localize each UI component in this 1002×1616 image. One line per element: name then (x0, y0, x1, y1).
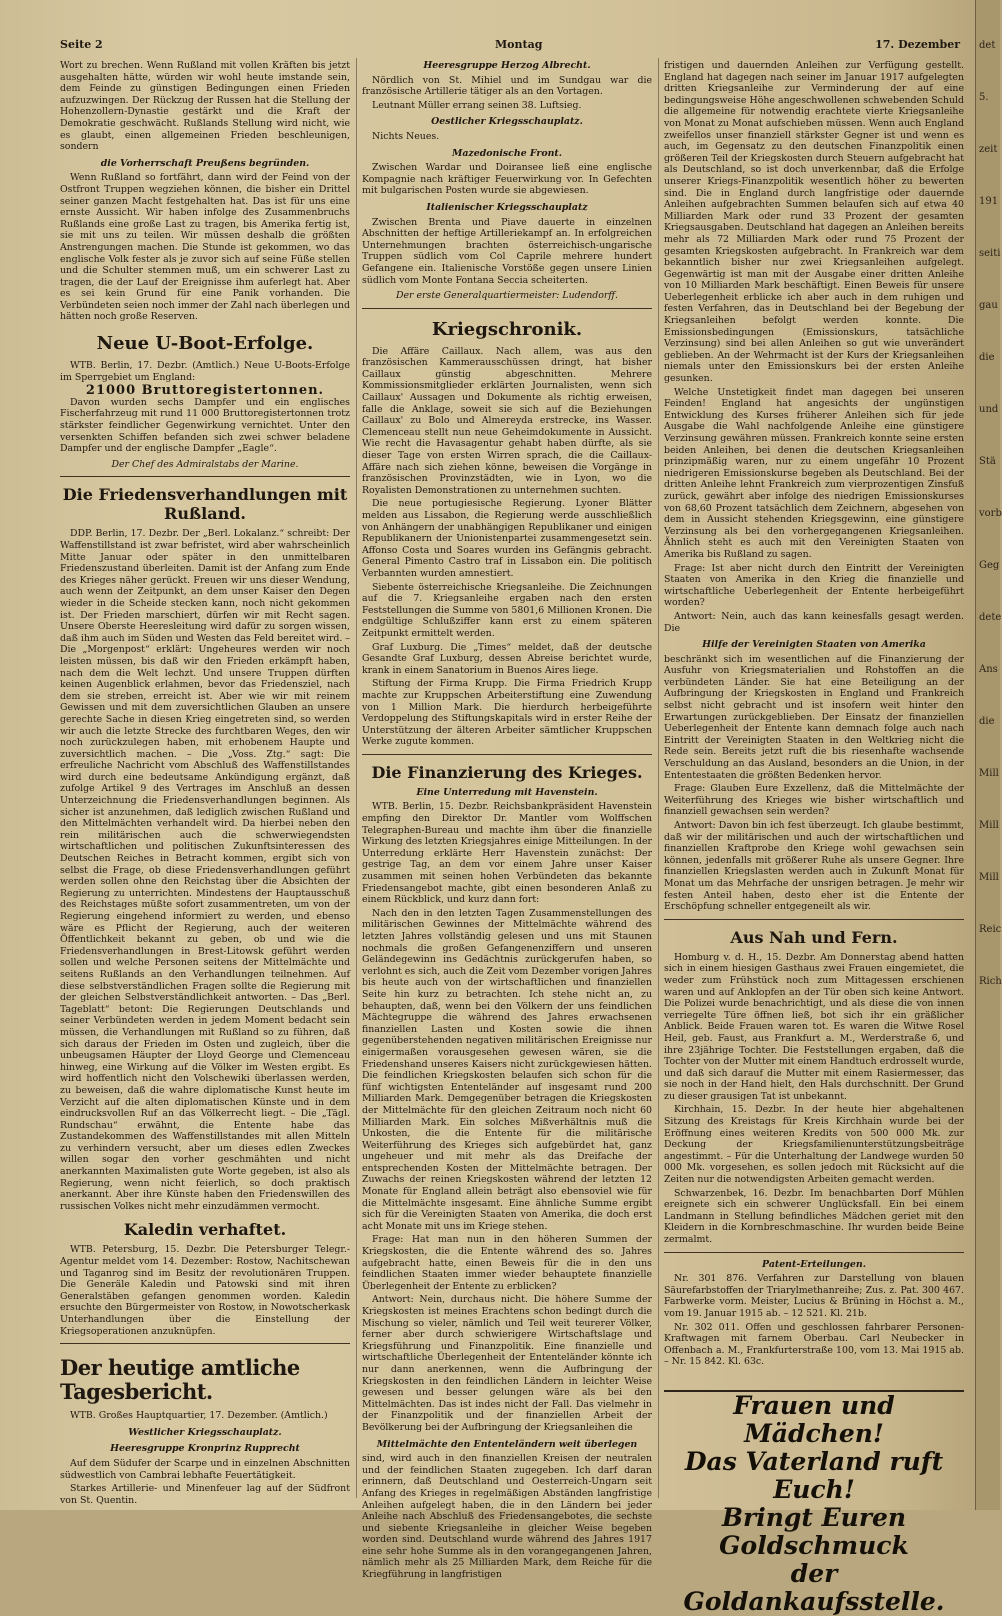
article-text: Stiftung der Firma Krupp. Die Firma Friedrich Krupp machte zur Kruppschen Arbeiterstiftung eine Zuwendung von 1 Million Mark. Die hierdurch herbeigeführte Verdoppelung des Stiftungskapitals wird in erster Reihe der Unterstützung der älteren Arbeiter sämtlicher Kruppschen Werke zugute kommen. (362, 678, 652, 748)
rule (60, 1343, 350, 1344)
edge-fragment: Stä (979, 456, 996, 467)
article-text: Leutnant Müller errang seinen 38. Luftsieg. (372, 99, 582, 111)
column-2 (362, 60, 652, 1581)
article-text: Nördlich von St. Mihiel und im Sundgau war die französische Artillerie tätiger als an den Vortagen. (362, 74, 652, 98)
article-text: Graf Luxburg. Die „Times“ meldet, daß der deutsche Gesandte Graf Luxburg, dessen Abreise berichtet wurde, krank in einem Sanatorium in Buenos Aires liege. (362, 641, 652, 676)
subheading: Mittelmächte den Ententeländern weit überlegen (376, 1438, 638, 1450)
ad-line: der Goldankaufsstelle. (683, 1559, 945, 1616)
edge-fragment: Mill (979, 872, 999, 883)
article-text: Antwort: Davon bin ich fest überzeugt. Ich glaube bestimmt, daß wir der militärischen und auch der wirtschaftlichen und finanziellen Kraftprobe den Kriege wohl gewachsen sein können, jedenfalls mit größerer Ruhe als unsere Gegner. Ihre finanziellen Kriegslasten werden auch in Zukunft Monat für Monat um das Mehrfache der unsrigen betragen. Je mehr wir festen Anteil haben, desto eher ist die Entente der Erschöpfung schneller entgegeneilt als wir. (664, 820, 964, 913)
article-text: Schwarzenbek, 16. Dezbr. Im benachbarten Dorf Mühlen ereignete sich ein schwerer Unglücksfall. Ein bei einem Landmann in Stellung befindliches Mädchen geriet mit den Kleidern in die Kornbreschmaschine. Ihr wurden beide Beine zermalmt. (664, 1187, 964, 1245)
rule (664, 1252, 964, 1253)
column-3 (664, 60, 964, 1380)
edge-fragment: 5. (979, 92, 989, 103)
headline-friedensverhandlungen: Die Friedensverhandlungen mit Rußland. (62, 485, 348, 524)
page-number: Seite 2 (60, 38, 103, 51)
column-divider (658, 58, 659, 1498)
column-1 (60, 60, 350, 1506)
edge-fragment: Geg (979, 560, 1000, 571)
adjacent-page-edge (975, 0, 1000, 1510)
article-text: Siebente österreichische Kriegsanleihe. Die Zeichnungen auf die 7. Kriegsanleihe ergaben nach den ersten Feststellungen die Summe von 5801,6 Millionen Kronen. Die endgültige Schlußziffer kann erst zu einem späteren Zeitpunkt ermittelt werden. (362, 581, 652, 639)
article-text: Nr. 302 011. Offen und geschlossen fahrbarer Personen-Kraftwagen mit farnem Oberbau. Carl Neubecker in Offenbach a. M., Frankfurterstraße 100, vom 13. Mai 1915 ab. – Nr. 15 842. Kl. 63c. (664, 1321, 964, 1368)
headline-uboot: Neue U-Boot-Erfolge. (96, 333, 314, 355)
article-text: Nr. 301 876. Verfahren zur Darstellung von blauen Säurefarbstoffen der Triarylmethanreihe; Zus. z. Pat. 300 467. Farbwerke vorm. Meister, Lucius & Brüning in Höchst a. M., vom 19. Januar 1915 ab. – 12 521. Kl. 21b. (664, 1273, 964, 1319)
edge-fragment: 191 (979, 196, 999, 207)
article-text: Homburg v. d. H., 15. Dezbr. Am Donnerstag abend hatten sich in einem hiesigen Gasthaus zwei Frauen eingemietet, die weder zum Frühstück noch zum Mittagessen erschienen waren und auf Anklopfen an der Tür oben sich keine Antwort. Die Polizei wurde benachrichtigt, und als diese die von innen verriegelte Türe öffnen ließ, bot sich ihr ein gräßlicher Anblick. Beide Frauen waren tot. Es waren die Witwe Rosel Heil, geb. Faust, aus Frankfurt a. M., Werderstraße 6, und ihre 23jährige Tochter. Die Feststellungen ergaben, daß die Tochter von der Mutter mit einem Handtuch erdrosselt wurde, und daß sich darauf die Mutter mit einem Rasiermesser, das sie noch in der Hand hielt, den Hals durchschnitt. Der Grund zu dieser grausigen Tat ist unbekannt. (664, 951, 964, 1102)
rule (362, 754, 652, 755)
article-text: DDP. Berlin, 17. Dezbr. Der „Berl. Lokalanz.“ schreibt: Der Waffenstillstand ist zwar befristet, wird aber wahrscheinlich Mitte Januar oder später in den unmittelbaren Friedenszustand überleiten. Damit ist der Anfang zum Ende des Krieges näher gerückt. Freuen wir uns dieser Wendung, auch wenn der Zeitpunkt, an dem unser Kaiser den Degen wieder in die Scheide stecken kann, noch nicht gekommen ist. Der Frieden marschiert, dürfen wir mit Recht sagen. Unsere Oberste Heeresleitung wird dafür zu sorgen wissen, daß ihm auch im Süden und Westen das Feld bereitet wird. – Die „Morgenpost“ erklärt: Ungeheures werden wir noch leisten müssen, bis daß wir den Frieden erkämpft haben, nach dem die Welt lechzt. Und unsere Truppen dürften keinen Augenblick erlahmen, bevor das Friedensziel, nach dem sie streben, erreicht ist. Aber wie wir mit reinem Gewissen und mit dem zuversichtlichen Glauben an unsere gerechte Sache in diesen Krieg eingetreten sind, so werden wir auch die letzte Strecke des furchtbaren Weges, den wir noch zurückzulegen haben, mit erhobenem Haupte und zuversichtlich machen. – Die „Voss. Ztg.“ sagt: Die erfreuliche Nachricht vom Abschluß des Waffenstillstandes wird durch eine bedeutsame Ankündigung ergänzt, daß zufolge Artikel 9 des Vertrages im Anschluß an dessen Unterzeichnung die Friedensverhandlungen beginnen. Als sicher ist anzunehmen, daß lediglich zwischen Rußland und den Mittelmächten verhandelt wird. Da hierbei neben den rein militärischen auch die schwerwiegendsten wirtschaftlichen und politischen Zukunftsinteressen des Deutschen Reiches in Betracht kommen, ergibt sich von selbst die Frage, ob diese Friedensverhandlungen geführt werden sollen ohne den Reichstag über die Absichten der Regierung zu unterrichten. Mindestens der Hauptausschuß des Reichstages müßte sofort zusammentreten, um von der Regierung eingehend informiert zu werden, und ebenso wäre es Pflicht der Regierung, auch der weiteren Öffentlichkeit bekannt zu geben, ob und wie die Friedensverhandlungen in Brest-Litowsk geführt werden sollen und welche Personen seitens der Mittelmächte und seitens Rußlands an den Verhandlungen teilnehmen. Auf diese selbstverständlichen Fragen sollte die Regierung mit der gleichen Selbstverständlichkeit antworten. – Das „Berl. Tageblatt“ betont: Die Regierungen Deutschlands und seiner Verbündeten werden in jedem Moment bedacht sein müssen, die Verhandlungen mit Rußland so zu führen, daß sich daraus der Frieden im Osten und zugleich, über die unbeugsamen Häupter der Lloyd George und Clemenceau hinweg, eine Wirkung auf die Völker im Westen ergibt. Es wird hoffentlich nicht den Volschewiki überlassen werden, zu beweisen, daß die wahre diplomatische Kunst heute im Verzicht auf die alten diplomatischen Künste und in dem eindrucksvollen Ruf an das Völkerrecht liegt. – Die „Tägl. Rundschau“ erwähnt, die Entente habe das Zustandekommen des Waffenstillstandes mit allen Mitteln zu verhindern versucht, aber um dieses edlen Zweckes willen sogar den vorher geschmähten und nicht anerkannten Maximalisten gute Worte gegeben, ist also als Regierung, wenn nicht feierlich, so doch praktisch anerkannt. Aber ihre Künste haben den Friedenswillen des russischen Volkes nicht mehr einzudämmen vermocht. (60, 528, 350, 1212)
headline-finanzierung: Die Finanzierung des Krieges. (371, 762, 643, 782)
edge-fragment: seiti (979, 248, 1001, 259)
article-text: Zwischen Brenta und Piave dauerte in einzelnen Abschnitten der heftige Artilleriekampf an. In erfolgreichen Unternehmungen brachten österreichisch-ungarische Truppen südlich vom Col Caprile mehrere hundert Gefangene ein. Italienische Vorstöße gegen unsere Linien südlich vom Monte Fontana Seccia scheiterten. (362, 216, 652, 286)
ad-line: Das Vaterland ruft Euch! (684, 1447, 944, 1504)
article-text: Antwort: Nein, durchaus nicht. Die höhere Summe der Kriegskosten ist meines Erachtens schon bedingt durch die Mischung so vieler, nämlich und Teil weit teurerer Völker, ferner aber durch schwierigere Wirtschaftslage und Kriegsführung und Finanzpolitik. Eine finanzielle und wirtschaftliche Überlegenheit der Ententeländer könnte ich nur dann anerkennen, wenn die Aufbringung der Kriegskosten in den feindlichen Ländern in leichter Weise gewesen und besser gelungen wäre als bei den Mittelmächten. Das ist indes nicht der Fall. Das vielmehr in der Finanzpolitik und der finanziellen Arbeit der Bevölkerung bei der Aufbringung der Kriegsanleihen die (362, 1294, 652, 1433)
edge-fragment: Mill (979, 768, 999, 779)
article-text: Nach den in den letzten Tagen Zusammenstellungen des militärischen Gewinnes der Mittelmächte während des letzten Jahres vollständig gelesen und uns mit Staunen nochmals die großen Gefangenenziffern und unseren Geländegewinn ins Gedächtnis zurückgerufen haben, so verlohnt es sich, auch die Zeit vom Dezember vorigen Jahres bis heute auch von der wirtschaftlichen und finanziellen Seite hin kurz zu betrachten. Ich stehe nicht an, zu behaupten, daß, wenn bei den Völkern der uns feindlichen Mächtegruppe die während des Jahres erwachsenen finanziellen Lasten und Kosten sowie die ihnen gegenüberstehenden negativen militärischen Ereignisse nur einigermaßen vorausgesehen gewesen wären, sie die Friedenshand unseres Kaisers nicht zurückgewiesen hätten. Die feindlichen Kriegskosten belaufen sich schon für die fünf wichtigsten Ententeländer auf insgesamt rund 200 Milliarden Mark. Demgegenüber betragen die Kriegskosten der Mittelmächte für den gleichen Zeitraum noch nicht 60 Milliarden Mark. Ein solches Mißverhältnis muß die Unkosten, die die Entente für die militärische Weiterführung des Krieges sich aufgebürdet hat, ganz ungeheuer und mit mehr als das Dreifache der entsprechenden Kosten der Mittelmächte betragen. Der Zuwachs der reinen Kriegskosten während der letzten 12 Monate für England allein beträgt also ebensoviel wie für die Mittelmächte insgesamt. Eine ähnliche Summe ergibt sich für die Vereinigten Staaten von Amerika, die doch erst acht Monate mit uns im Kriege stehen. (362, 907, 652, 1232)
article-text: Wenn Rußland so fortfährt, dann wird der Feind von der Ostfront Truppen wegziehen können, die bisher ein Drittel seiner ganzen Macht festgehalten hat. Das ist für uns eine ernste Aussicht. Wir haben infolge des Zusammenbruchs Rußlands eine große Last zu tragen, bis Amerika fertig ist, sie mit uns zu teilen. Wir müssen deshalb die größten Anstrengungen machen. Die Stunde ist gekommen, wo das englische Volk fester als je zuvor sich auf seine Füße stellen und die Schulter stemmen muß, um ein schwerer Last zu tragen, die der Lauf der Ereignisse ihm auferlegt hat. Aber es sei kein Grund für eine Panik vorhanden. Die Verbündeten seien noch immer der Zahl nach überlegen und hätten noch große Reserven. (60, 172, 350, 323)
edge-fragment: Rich (979, 976, 1002, 987)
article-text: Frage: Glauben Eure Exzellenz, daß die Mittelmächte der Weiterführung des Krieges wie bisher wirtschaftlich und finanziell gewachsen sein werden? (664, 783, 964, 818)
weekday: Montag (495, 38, 543, 51)
subheading: Mazedonische Front. (451, 147, 563, 159)
edge-fragment: die (979, 716, 995, 727)
article-text: Welche Unstetigkeit findet man dagegen bei unseren Feinden! England hat angesichts der ungünstigen Entwicklung des Kurses früherer Anleihen sich für jede Ausgabe die Wahl nachfolgende Anleihe eine günstigere Verzinsung gewähren müssen. Frankreich konnte seine ersten beiden Anleihen, bei denen die deutschen Kriegsanleihen prinzipmäßig waren, nur zu einem ungefähr 10 Prozent niedrigeren Emissionskurse begeben als Deutschland. Bei der dritten Anleihe lehnt Frankreich zum vierprozentigen Zinsfuß zurück, gewährt aber infolge des niedrigen Emissionskurses von 68,60 Prozent tatsächlich dem Zeichnern, abgesehen von dem in Aussicht stehenden Kriegsgewinn, eine günstigere Verzinsung als bei den vorhergegangenen Kriegsanleihen. Ähnlich steht es auch mit den Vereinigten Staaten von Amerika bis Rußland zu sagen. (664, 386, 964, 560)
edge-fragment: vorb (979, 508, 1002, 519)
article-text: WTB. Berlin, 15. Dezbr. Reichsbankpräsident Havenstein empfing den Direktor Dr. Mantler vom Wolffschen Telegraphen-Bureau und machte ihm über die finanzielle Wirkung des letzten Kriegsjahres einige Mitteilungen. In der Unterredung erklärte Herr Havenstein zunächst: Der gestrige Tag, an dem vor einem Jahre unser Kaiser zusammen mit seinen hohen Verbündeten das bekannte Friedensangebot machte, gibt einen besonderen Anlaß zu einem Rückblick, und kurz dann fort: (362, 801, 652, 906)
article-text: Starkes Artillerie- und Minenfeuer lag auf der Südfront von St. Quentin. (60, 1483, 350, 1506)
rule (664, 919, 964, 920)
subheading: Hilfe der Vereinigten Staaten von Amerika (702, 639, 926, 651)
article-text: Die neue portugiesische Regierung. Lyoner Blätter melden aus Lissabon, die Regierung werde ausschließlich von Anhängern der unabhängigen Republikaner und einigen Republikanern der Unionistenpartei zusammengesetzt sein. Affonso Costa und Soares wurden ins Gefängnis gebracht. General Pimento Castro traf in Lissabon ein. Die politisch Verbannten wurden amnestiert. (362, 498, 652, 579)
page-header (60, 38, 960, 54)
edge-fragment: gau (979, 300, 998, 311)
article-text: Zwischen Wardar und Doiransee ließ eine englische Kompagnie nach kräftiger Feuerwirkung vor. In Gefechten mit bulgarischen Posten wurde sie abgewiesen. (362, 162, 652, 197)
subheading: Patent-Erteilungen. (762, 1258, 866, 1270)
article-text: WTB. Berlin, 17. Dezbr. (Amtlich.) Neue U-Boots-Erfolge im Sperrgebiet um England: (60, 360, 350, 383)
signature: Der erste Generalquartiermeister: Ludendorff. (395, 290, 619, 302)
subheading: Eine Unterredung mit Havenstein. (416, 786, 598, 798)
edge-fragment: Mill (979, 820, 999, 831)
subheading: Heeresgruppe Herzog Albrecht. (423, 60, 591, 71)
edge-fragment: dete (979, 612, 1002, 623)
article-text: Kirchhain, 15. Dezbr. In der heute hier abgehaltenen Sitzung des Kreistags für Kreis Kirchhain wurde bei der Eröffnung eines weiteren Kredits von 500 000 Mk. zur Deckung der Kriegsfamilienunterstützungsbeiträge angestimmt. – Für die Unterhaltung der Landwege wurden 50 000 Mk. vorgesehen, es sollen jedoch mit Rücksicht auf die Zeiten nur die notwendigsten Arbeiten gemacht werden. (664, 1104, 964, 1186)
edge-fragment: und (979, 404, 999, 415)
article-text: WTB. Petersburg, 15. Dezbr. Die Petersburger Telegr.-Agentur meldet vom 14. Dezember: Rostow, Nachitschewan und Taganrog sind im Besitz der revolutionären Truppen. Die Generäle Kaledin und Patowski sind mit ihren Generalstäben gefangen genommen worden. Kaledin ersuchte den Bürgermeister von Rostow, in Nowotscherkask Unterhandlungen über die Einstellung der Kriegsoperationen anzuknüpfen. (60, 1244, 350, 1337)
article-text: Nichts Neues. (372, 130, 440, 142)
subheading: Italienischer Kriegsschauplatz (426, 201, 588, 213)
ad-line: Frauen und Mädchen! (733, 1391, 895, 1448)
article-text: fristigen und dauernden Anleihen zur Verfügung gestellt. England hat dagegen nach seiner im Januar 1917 aufgelegten dritten Kriegsanleihe zur Verminderung der auf eine bedingungsweise Höhe angeschwollenen schwebenden Schuld die allgemeine für notwendig erachtete vierte Kriegsanleihe von Monat zu Monat aufschieben müssen. Wenn auch England zweifellos unser finanziell stärkster Gegner ist und wenn es auch, im Gegensatz zu den deutschen Finanzpolitik einen größeren Teil der Kriegskosten durch Steuern aufgebracht hat als Deutschland, so ist doch unverkennbar, daß die Erfolge unserer Kriegs-Finanzpolitik wesentlich höher zu bewerten sind. Die in England durch langfristige oder dauernde Anleihen aufgebrachten Summen belaufen sich auf etwa 40 Milliarden Mark oder rund 33 Prozent der gesamten Kriegsausgaben. Deutschland hat dagegen an Anleihen bereits mehr als 72 Milliarden Mark oder rund 75 Prozent der gesamten Kriegskosten aufgebracht. In Frankreich war dem bekanntlich bisher nur zwei Kriegsanleihen aufgelegt. Gegenwärtig ist man mit der Ausgabe einer dritten Anleihe von 10 Milliarden Mark beschäftigt. Einen Beweis für unsere Ueberlegenheit erblicke ich aber auch in dem ruhigen und festen Verfahren, das in Deutschland bei der Begebung der Kriegsanleihen befolgt werden konnte. Die Emissionsbedingungen (Emissionskurs, tatsächliche Verzinsung) sind bei allen Anleihen so gut wie unverändert geblieben. An der Wehrmacht ist der Kurs der Kriegsanleihen niemals unter den Emissionskurs bei der ersten Anleihe gesunken. (664, 60, 964, 385)
gold-appeal-advertisement (664, 1390, 964, 1616)
article-text: Davon wurden sechs Dampfer und ein englisches Fischerfahrzeug mit rund 11 000 Bruttoregistertonnen trotz stärkster feindlicher Gegenwirkung vernichtet. Unter den versenkten Schiffen befanden sich zwei schwer beladene Dampfer und der englische Dampfer „Eagle“. (60, 396, 350, 455)
edge-fragment: zeit (979, 144, 998, 155)
subheading: Westlicher Kriegsschauplatz. (128, 1426, 282, 1438)
article-text: Die Affäre Caillaux. Nach allem, was aus den französischen Kammerausschüssen dringt, hat bisher Caillaux günstig abgeschnitten. Mehrere Kommissionsmitglieder erklärten Journalisten, wenn sich Caillaux' Aussagen und Dokumente als richtig erweisen, falle die Anklage, soweit sie sich auf die Beziehungen Caillaux' zu Bolo und Almereyda erstrecke, ins Wasser. Clemenceau stellt nun neue Geheimdokumente in Aussicht. Wie recht die Havasagentur gehabt haben dürfte, als sie dieser Tage von ersten Wirren sprach, die die Caillaux-Affäre nach sich ziehen könne, beweisen die Vorgänge in französischen Provinzstädten, wie in Lyon, wo die Royalisten Demonstrationen zu unternehmen suchten. (362, 345, 652, 496)
headline-nah-und-fern: Aus Nah und Fern. (730, 927, 898, 947)
article-text: Frage: Ist aber nicht durch den Eintritt der Vereinigten Staaten von Amerika in den Krieg die finanzielle und wirtschaftliche Ueberlegenheit der Entente herbeigeführt worden? (664, 562, 964, 609)
rule (60, 476, 350, 477)
edge-fragment: die (979, 352, 995, 363)
edge-fragment: Reic (979, 924, 1002, 935)
article-text: sind, wird auch in den finanziellen Kreisen der neutralen und der feindlichen Staaten zugegeben. Ich darf daran erinnern, daß Deutschland und Oesterreich-Ungarn seit Anfang des Krieges in regelmäßigen Abständen langfristige Anleihen aufgelegt haben, die in den Ländern bei jeder Anleihe nach Abschluß des Friedensangebotes, die sechste und siebente Kriegsanleihe in gleicher Weise begeben worden sind. Deutschland wurde während des Jahres 1917 eine sehr hohe Summe als in den vorangegangenen Jahren, nämlich mehr als 25 Milliarden Mark, dem Reiche für die Kriegführung in langfristigen (362, 1453, 652, 1581)
article-text: Auf dem Südufer der Scarpe und in einzelnen Abschnitten südwestlich von Cambrai lebhafte Feuertätigkeit. (60, 1457, 350, 1481)
signature: Der Chef des Admiralstabs der Marine. (111, 458, 299, 470)
article-text: Frage: Hat man nun in den höheren Summen der Kriegskosten, die die Entente während des so. Jahres aufgebracht hatte, einen Beweis für die in den uns feindlichen Staaten immer wieder behauptete finanzielle Überlegenheit der Entente zu erblicken? (362, 1234, 652, 1292)
headline-kaledin: Kaledin verhaftet. (123, 1220, 287, 1240)
article-text: Wort zu brechen. Wenn Rußland mit vollen Kräften bis jetzt ausgehalten hätte, würden wir wohl heute imstande sein, dem Feinde zu günstigen Bedingungen einen Frieden aufzuzwingen. Der Rückzug der Russen hat die Stellung der Hohenzollern-Dynastie gestärkt und die Kraft der Demokratie geschwächt. Rußlands Stellung wird nicht, wie es glaubt, einen allgemeinen Frieden beschleunigen, sondern (60, 60, 350, 153)
subheading: Heeresgruppe Kronprinz Rupprecht (110, 1443, 300, 1455)
edge-fragment: Ans (979, 664, 998, 675)
ad-line: Bringt Euren Goldschmuck (719, 1503, 909, 1560)
article-text: WTB. Großes Hauptquartier, 17. Dezember. (Amtlich.) (70, 1410, 328, 1422)
edge-fragment: det (979, 40, 996, 51)
issue-date: 17. Dezember (875, 38, 960, 51)
column-divider (356, 58, 357, 1498)
article-text: beschränkt sich im wesentlichen auf die Finanzierung der Ausfuhr von Kriegsmaterialien und Rohstoffen an die verbündeten Länder. Sie hat eine Beteiligung an der Aufbringung der Kriegskosten in England und Frankreich selbst nicht gebracht und ist insofern weit hinter den Erwartungen zurückgeblieben. Der Einsatz der finanziellen Ueberlegenheit der Entente kann demnach folge auch nach Eintritt der Vereinigten Staaten in den Weltkrieg nicht die Rede sein. Bereits jetzt ruft die bis riesenhafte wachsende Verschuldung an das Ausland, besonders an die Union, in der Ententestaaten die größten Bedenken hervor. (664, 653, 964, 781)
article-text: Antwort: Nein, auch das kann keinesfalls gesagt werden. Die (664, 610, 964, 634)
tonnage-figure: 21000 Bruttoregistertonnen. (85, 383, 325, 399)
subheading: Oestlicher Kriegsschauplatz. (431, 116, 583, 128)
headline-kriegschronik: Kriegschronik. (431, 318, 583, 340)
headline-tagesbericht: Der heutige amtliche Tagesbericht. (60, 1355, 300, 1405)
subheading: die Vorherrschaft Preußens begründen. (100, 157, 310, 169)
rule (362, 308, 652, 309)
